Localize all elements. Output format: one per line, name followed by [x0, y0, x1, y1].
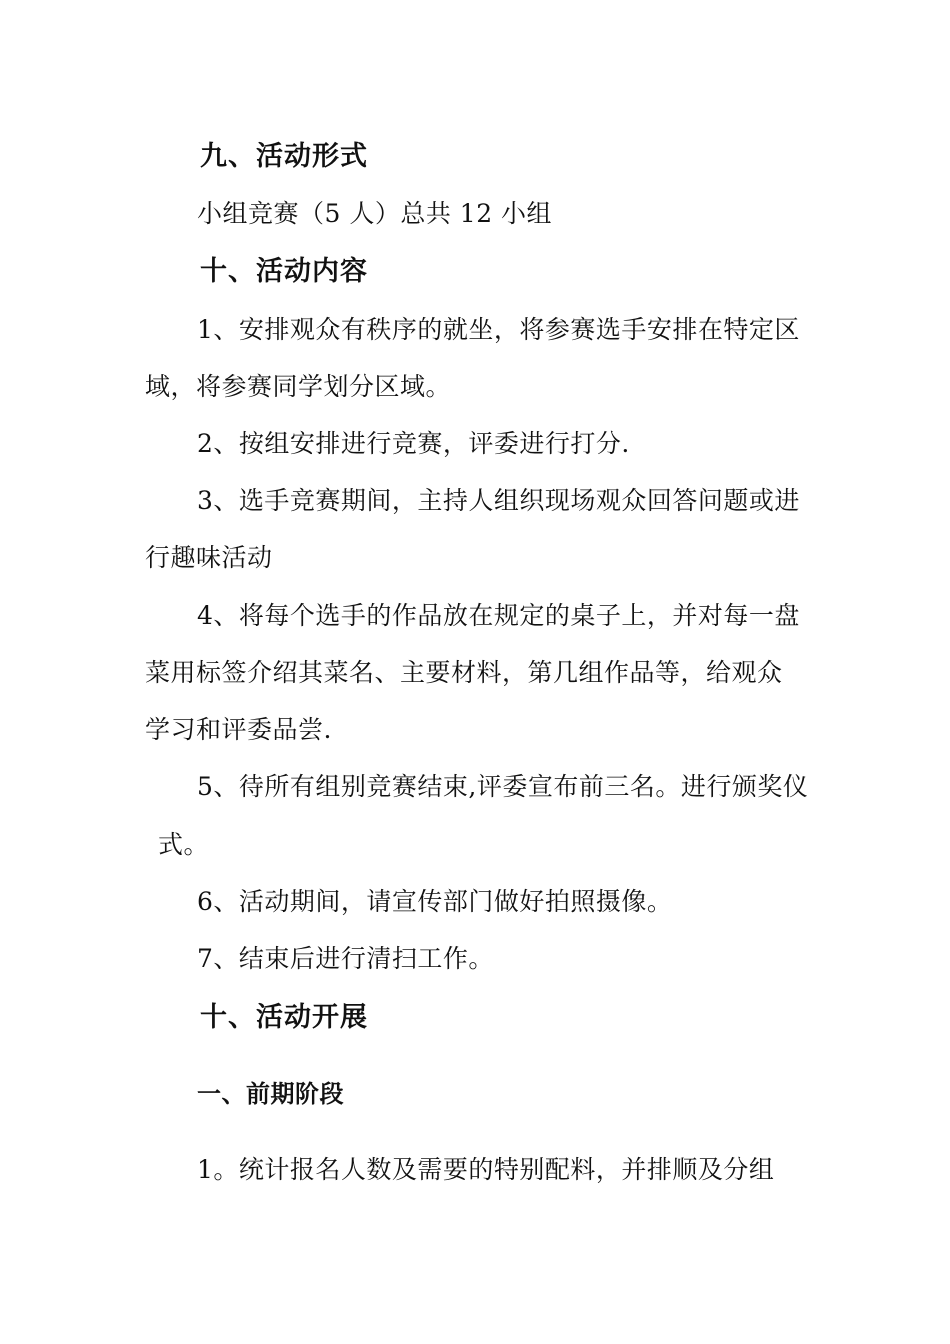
content-item-1-line-1: 1、安排观众有秩序的就坐，将参赛选手安排在特定区	[197, 315, 800, 344]
content-item-4-line-2: 菜用标签介绍其菜名、主要材料，第几组作品等，给观众	[145, 658, 783, 687]
content-item-3-line-1: 3、选手竞赛期间，主持人组织现场观众回答问题或进	[197, 486, 800, 515]
content-item-2-line-1: 2、按组安排进行竞赛，评委进行打分.	[197, 429, 630, 458]
content-item-4-line-1: 4、将每个选手的作品放在规定的桌子上，并对每一盘	[197, 601, 800, 630]
content-item-3-line-2: 行趣味活动	[145, 543, 273, 572]
section-heading-activity-form: 九、活动形式	[200, 141, 368, 172]
content-item-6-line-1: 6、活动期间，请宣传部门做好拍照摄像。	[197, 887, 673, 916]
section-heading-activity-launch: 十、活动开展	[200, 1002, 368, 1033]
content-item-7-line-1: 7、结束后进行清扫工作。	[197, 944, 494, 973]
content-item-4-line-3: 学习和评委品尝.	[145, 715, 332, 744]
content-item-5-line-2: 式。	[158, 830, 210, 859]
activity-form-text: 小组竞赛（5 人）总共 12 小组	[197, 199, 553, 228]
content-item-5-line-1: 5、待所有组别竞赛结束,评委宣布前三名。进行颁奖仪	[197, 772, 809, 801]
subheading-early-stage: 一、前期阶段	[197, 1080, 344, 1108]
early-stage-item-1: 1。统计报名人数及需要的特别配料，并排顺及分组	[197, 1155, 775, 1184]
content-item-1-line-2: 域，将参赛同学划分区域。	[145, 372, 452, 401]
section-heading-activity-content: 十、活动内容	[200, 256, 368, 287]
